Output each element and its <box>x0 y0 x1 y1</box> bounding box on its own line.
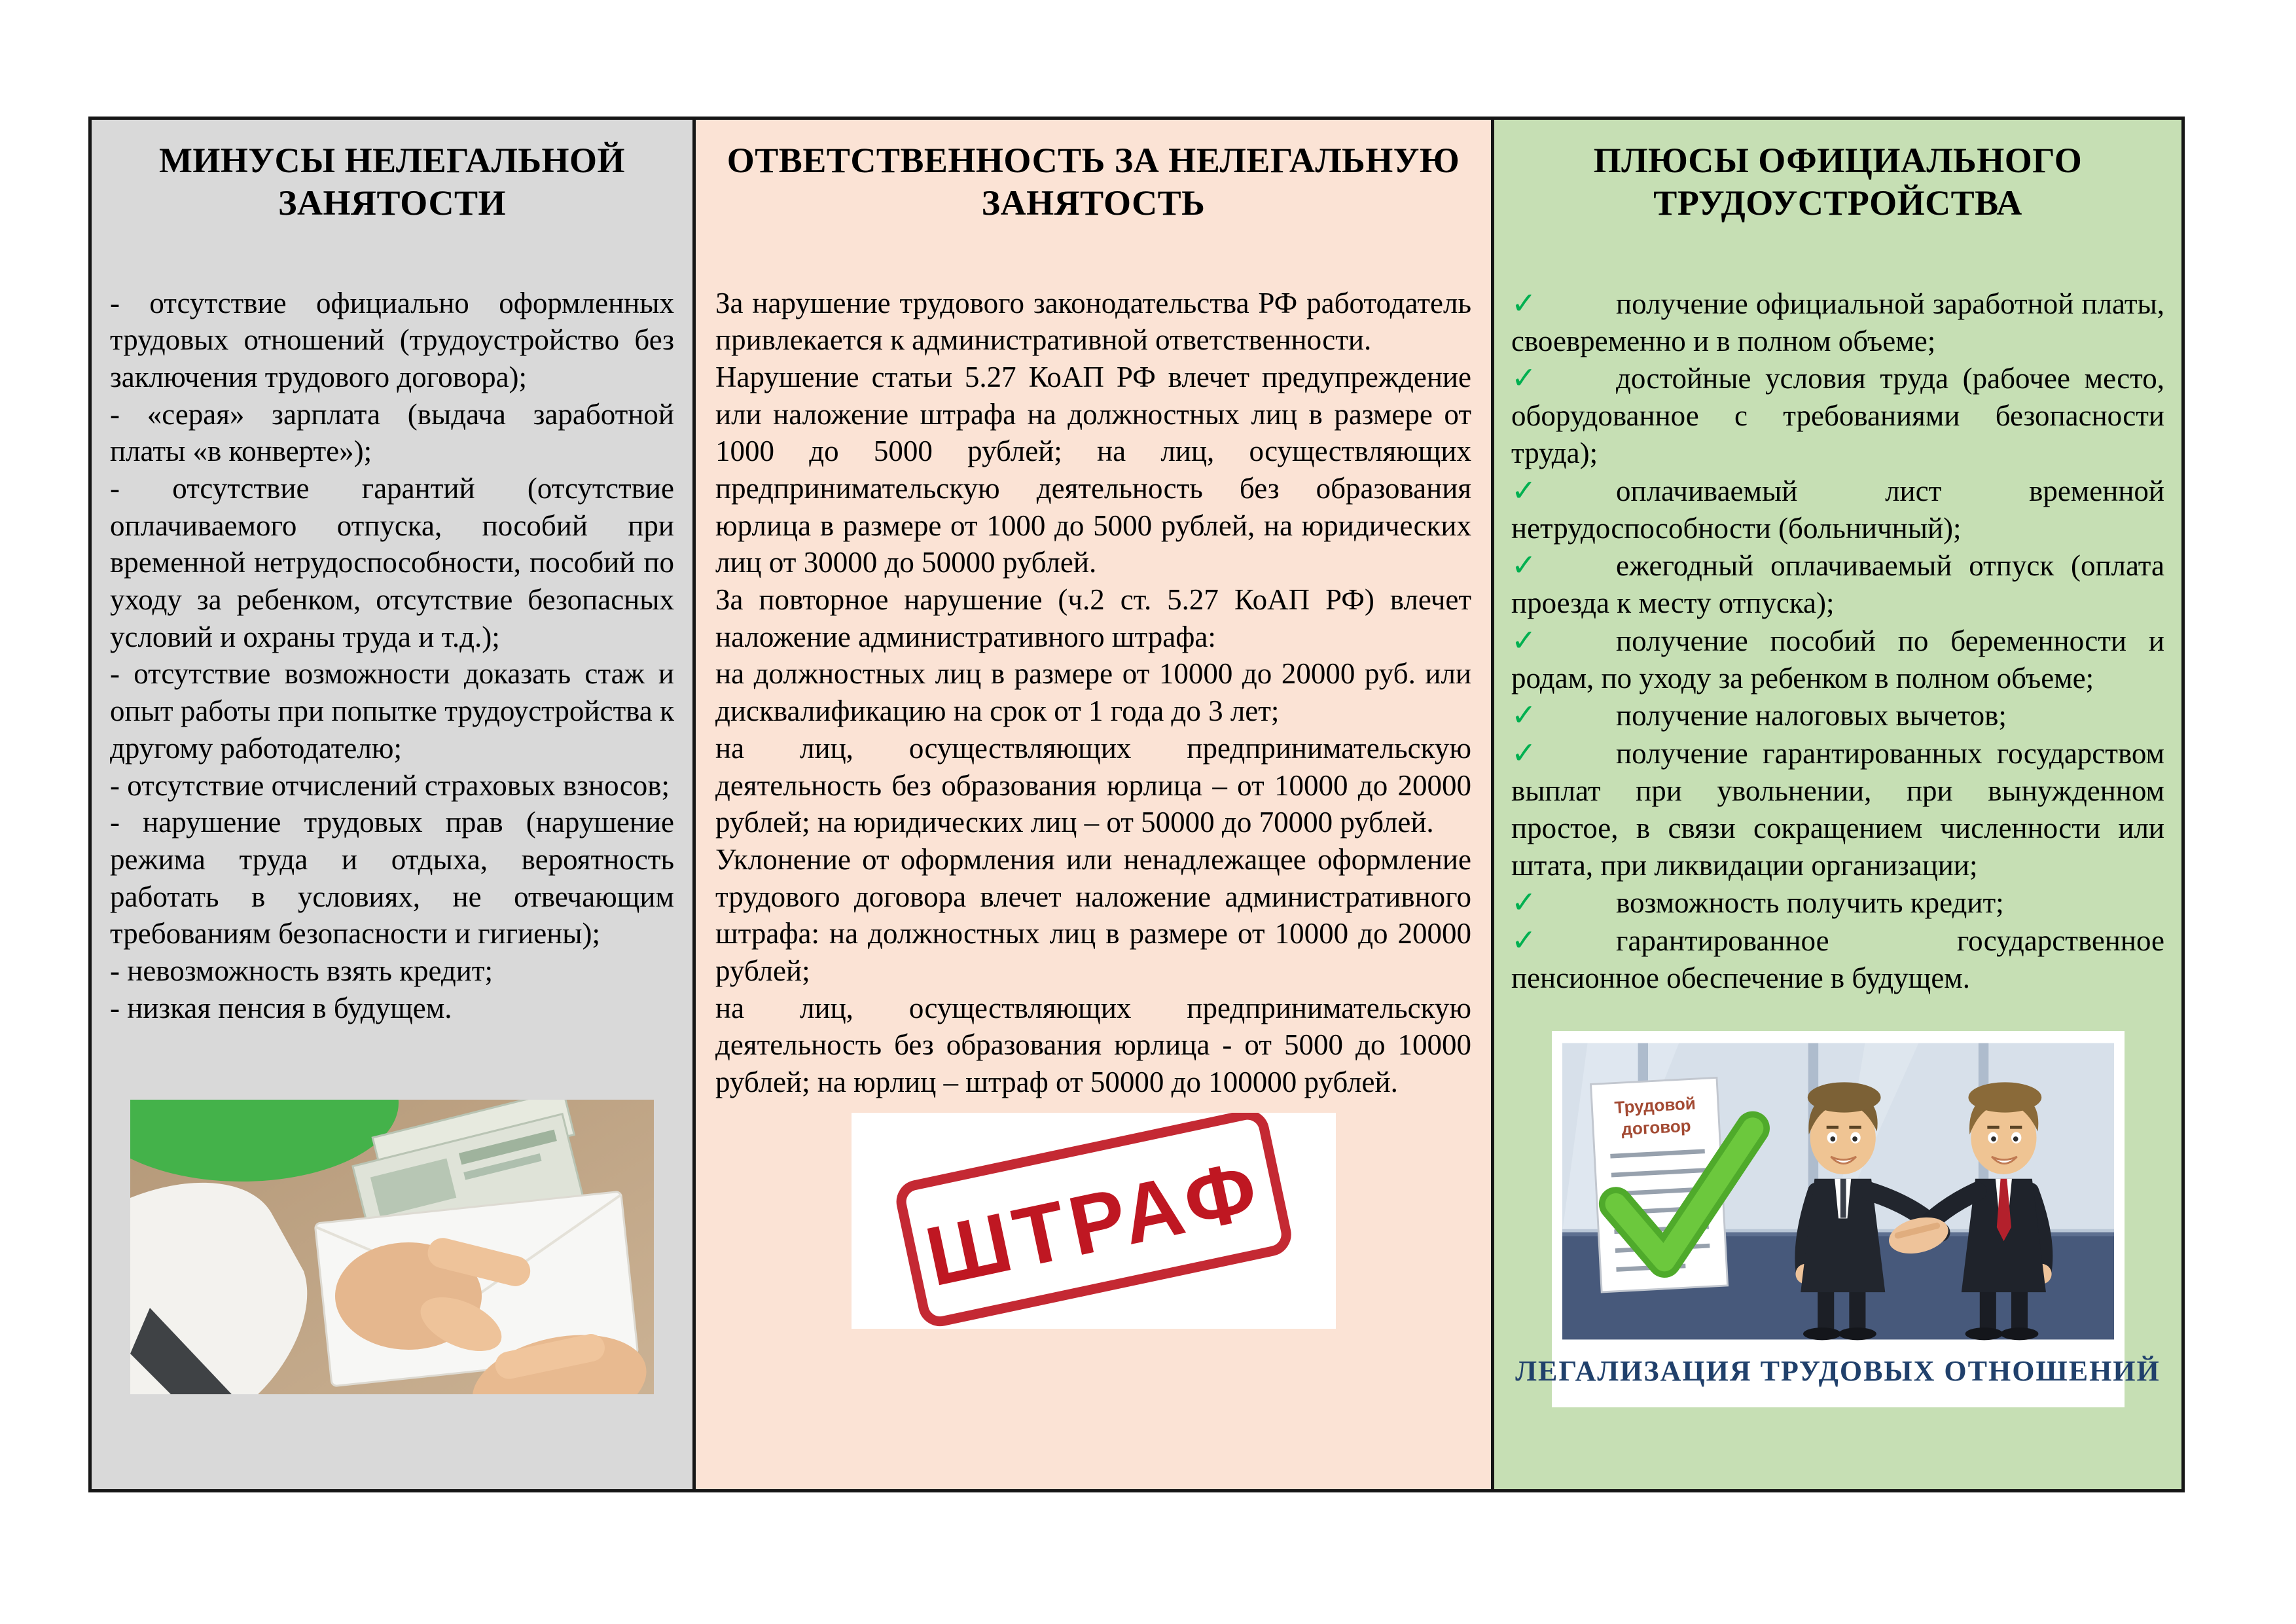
cons-item: - отсутствие отчислений страховых взносов; <box>110 768 670 802</box>
pro-item <box>1511 734 2164 884</box>
pro-item <box>1511 285 2164 360</box>
pro-item <box>1511 472 2164 547</box>
responsibility-paragraph: на лиц, осуществляющих предпринимательскую деятельность без образования юрлица - от 5000 до 10000 рублей; на юрлиц – штраф от 50000 до 100000 рублей. <box>715 991 1471 1099</box>
three-column-layout <box>88 117 2185 1492</box>
check-icon: ✓ <box>1511 922 1537 958</box>
check-icon: ✓ <box>1511 622 1537 658</box>
salary-in-envelope-photo <box>130 1100 654 1394</box>
shtraf-stamp-text: ШТРАФ <box>918 1142 1270 1305</box>
pro-item-text: получение пособий по беременности и родам, по уходу за ребенком в полном объеме; <box>1511 624 2164 695</box>
pro-item <box>1511 622 2164 697</box>
pro-item-text: оплачиваемый лист временной нетрудоспособности (больничный); <box>1511 474 2164 545</box>
check-icon: ✓ <box>1511 360 1537 396</box>
cons-item: - нарушение трудовых прав (нарушение режима труда и отдыха, вероятность работать в условиях, не отвечающим требованиям безопасности и гигиены); <box>110 806 674 950</box>
check-icon: ✓ <box>1511 285 1537 321</box>
pro-item-text: гарантированное государственное пенсионное обеспечение в будущем. <box>1511 924 2164 995</box>
column-responsibility <box>696 117 1494 1492</box>
labor-contract-label-line1: Трудовой <box>1613 1093 1696 1117</box>
cons-item: - «серая» зарплата (выдача заработной платы «в конверте»); <box>110 397 674 468</box>
check-icon: ✓ <box>1511 884 1537 920</box>
responsibility-paragraph: на должностных лиц в размере от 10000 до 20000 руб. или дисквалификацию на срок от 1 года до 3 лет; <box>715 657 1471 728</box>
responsibility-paragraph: За нарушение трудового законодательства РФ работодатель привлекается к административной ответственности. <box>715 286 1471 357</box>
check-icon: ✓ <box>1511 472 1537 508</box>
pro-item <box>1511 884 2164 922</box>
cons-item: - низкая пенсия в будущем. <box>110 991 452 1024</box>
cons-item: - отсутствие гарантий (отсутствие оплачиваемого отпуска, пособий при временной нетрудоспособности, пособий по уходу за ребенком, отсутствие безопасных условий и охраны труда и т.д.); <box>110 472 674 653</box>
legalization-caption: ЛЕГАЛИЗАЦИЯ ТРУДОВЫХ ОТНОШЕНИЙ <box>1515 1354 2161 1387</box>
responsibility-title: ОТВЕТСТВЕННОСТЬ ЗА НЕЛЕГАЛЬНУЮ ЗАНЯТОСТЬ <box>726 141 1460 223</box>
pros-title: ПЛЮСЫ ОФИЦИАЛЬНОГО ТРУДОУСТРОЙСТВА <box>1593 141 2083 223</box>
pro-item-text: ежегодный оплачиваемый отпуск (оплата проезда к месту отпуска); <box>1511 549 2164 620</box>
cons-title: МИНУСЫ НЕЛЕГАЛЬНОЙ ЗАНЯТОСТИ <box>158 141 626 223</box>
pro-item <box>1511 696 2164 734</box>
responsibility-paragraph: За повторное нарушение (ч.2 ст. 5.27 КоАП РФ) влечет наложение административного штрафа: <box>715 583 1471 653</box>
column-cons-illegal-employment <box>88 117 696 1492</box>
shtraf-stamp-graphic <box>852 1113 1336 1329</box>
pro-item-text: достойные условия труда (рабочее место, оборудованное с требованиями безопасности труда); <box>1511 362 2164 469</box>
pro-item-text: получение налоговых вычетов; <box>1616 699 2007 732</box>
check-icon: ✓ <box>1511 547 1537 583</box>
cons-item: - отсутствие официально оформленных трудовых отношений (трудоустройство без заключения трудового договора); <box>110 286 674 393</box>
pro-item <box>1511 922 2164 997</box>
responsibility-paragraph: Уклонение от оформления или ненадлежащее оформление трудового договора влечет наложение административного штрафа: на должностных лиц в размере от 10000 до 20000 рублей; <box>715 842 1471 987</box>
cons-item: - невозможность взять кредит; <box>110 954 493 987</box>
pro-item-text: возможность получить кредит; <box>1616 886 2004 920</box>
responsibility-paragraph: на лиц, осуществляющих предпринимательскую деятельность без образования юрлица – от 10000 до 20000 рублей; на юридических лиц – от 50000 до 70000 рублей. <box>715 731 1471 839</box>
check-icon: ✓ <box>1511 697 1537 733</box>
fine-stamp-image <box>852 1113 1336 1329</box>
handshake-illustration <box>1562 1040 2114 1343</box>
pro-item <box>1511 359 2164 471</box>
check-icon: ✓ <box>1511 735 1537 771</box>
legalization-illustration-box <box>1515 1031 2161 1407</box>
column-pros-official-employment <box>1494 117 2185 1492</box>
pro-item-text: получение официальной заработной платы, своевременно и в полном объеме; <box>1511 287 2164 357</box>
cons-item: - отсутствие возможности доказать стаж и опыт работы при попытке трудоустройства к другому работодателю; <box>110 657 674 765</box>
money-envelope-photo-graphic <box>130 1100 654 1394</box>
pro-item-text: получение гарантированных государством выплат при увольнении, при вынужденном простое, в связи сокращением численности или штата, при ликвидации организации; <box>1511 737 2164 882</box>
labor-contract-label-line2: договор <box>1621 1115 1691 1140</box>
responsibility-paragraph: Нарушение статьи 5.27 КоАП РФ влечет предупреждение или наложение штрафа на должностных лиц в размере от 1000 до 5000 рублей; на лиц, осуществляющих предпринимательскую деятельность без образования юрлица в размере от 1000 до 5000 рублей, на юридических лиц от 30000 до 50000 рублей. <box>715 360 1471 579</box>
pro-item <box>1511 547 2164 622</box>
